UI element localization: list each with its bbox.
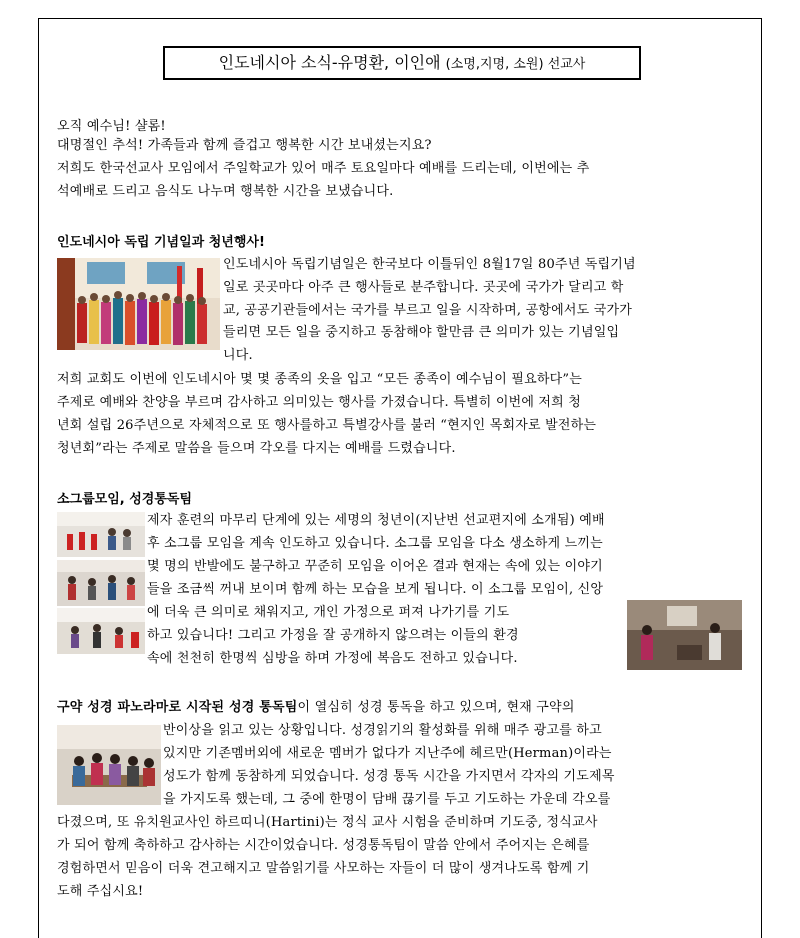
independence-text-line: 년회 설립 26주년으로 자체적으로 또 행사를하고 특별강사를 불러 “현지인 목회자로 발전하는: [57, 418, 597, 433]
bible-reading-text-line: 성도가 함께 동참하게 되었습니다. 성경 통독 시간을 가지면서 각자의 기도제목: [163, 769, 615, 784]
bible-reading-heading-line: [57, 697, 575, 719]
intro-line: 석예배로 드리고 음식도 나누며 행복한 시간을 보냈습니다.: [57, 184, 394, 199]
small-group-text-line: 에 더욱 큰 의미로 채워지고, 개인 가정으로 퍼져 나가기를 기도: [147, 605, 510, 620]
small-group-text-line: 하고 있습니다! 그리고 가정을 잘 공개하지 않으려는 이들의 환경: [147, 628, 519, 643]
intro-line: 대명절인 추석! 가족들과 함께 즐겁고 행복한 시간 보내셨는지요?: [57, 138, 432, 153]
section-heading-bible-reading: 구약 성경 파노라마로 시작된 성경 통독팀: [57, 700, 298, 715]
independence-text-line: 인도네시아 독립기념일은 한국보다 이틀뒤인 8월17일 80주년 독립기념: [223, 257, 636, 272]
bible-reading-text-line: 반이상을 읽고 있는 상황입니다. 성경읽기의 활성화를 위해 매주 광고를 하고: [163, 723, 602, 738]
independence-text-line: 니다.: [223, 348, 253, 363]
small-group-photo-1: [57, 512, 145, 557]
section-heading-small-group: 소그룹모임, 성경통독팀: [57, 492, 193, 507]
home-visit-photo: [627, 600, 742, 670]
bible-reading-photo: [57, 725, 161, 805]
small-group-text-line: 들을 조금씩 꺼내 보이며 함께 하는 모습을 보게 됩니다. 이 소그룹 모임이, 신앙: [147, 582, 604, 597]
independence-text-line: 교, 공공기관들에서는 국가를 부르고 일을 시작하며, 공항에서도 국가가: [223, 303, 632, 318]
bible-reading-heading-rest: 이 열심히 성경 통독을 하고 있으며, 현재 구약의: [297, 700, 575, 715]
bible-reading-text-line: 다졌으며, 또 유치원교사인 하르띠니(Hartini)는 정식 교사 시험을 준비하며 기도중, 정식교사: [57, 815, 598, 830]
independence-day-photo: [57, 258, 220, 350]
independence-text-line: 저희 교회도 이번에 인도네시아 몇 몇 종족의 옷을 입고 “모든 종족이 예수님이 필요하다”는: [57, 372, 582, 387]
small-group-text-line: 제자 훈련의 마무리 단계에 있는 세명의 청년이(지난번 선교편지에 소개됨) 예배: [147, 513, 605, 528]
bible-reading-text-line: 도해 주십시요!: [57, 884, 144, 899]
title-main: 인도네시아 소식-유명환, 이인애: [218, 53, 446, 72]
bible-reading-text-line: 경험하면서 믿음이 더욱 견고해지고 말씀읽기를 사모하는 자들이 더 많이 생겨나도록 함께 기: [57, 861, 590, 876]
intro-line: 오직 예수님! 샬롬!: [57, 119, 166, 134]
title-sub: (소명,지명, 소원) 선교사: [445, 57, 586, 72]
small-group-photo-3: [57, 608, 145, 654]
small-group-photo-2: [57, 560, 145, 606]
bible-reading-text-line: 있지만 기존멤버외에 새로운 멤버가 없다가 지난주에 헤르만(Herman)이라는: [163, 746, 612, 761]
page-title: [163, 46, 641, 80]
bible-reading-text-line: 가 되어 함께 축하하고 감사하는 시간이었습니다. 성경통독팀이 말씀 안에서 주어지는 은혜를: [57, 838, 590, 853]
bible-reading-text-line: 을 가지도록 했는데, 그 중에 한명이 담배 끊기를 두고 기도하는 가운데 각오를: [163, 792, 611, 807]
independence-text-line: 들리면 모든 일을 중지하고 동참해야 할만큼 큰 의미가 있는 기념일입: [223, 325, 620, 340]
independence-text-line: 일로 곳곳마다 아주 큰 행사들로 분주합니다. 곳곳에 국가가 달리고 학: [223, 280, 624, 295]
independence-text-line: 주제로 예배와 찬양을 부르며 감사하고 의미있는 행사를 가졌습니다. 특별히 이번에 저희 청: [57, 395, 582, 410]
intro-line: 저희도 한국선교사 모임에서 주일학교가 있어 매주 토요일마다 예배를 드리는데, 이번에는 추: [57, 161, 590, 176]
independence-text-line: 청년회”라는 주제로 말씀을 들으며 각오를 다지는 예배를 드렸습니다.: [57, 441, 456, 456]
small-group-text-line: 몇 명의 반발에도 불구하고 꾸준히 모임을 이어온 결과 현재는 속에 있는 이야기: [147, 559, 603, 574]
small-group-text-line: 속에 천천히 한명씩 심방을 하며 가정에 복음도 전하고 있습니다.: [147, 651, 518, 666]
section-heading-independence: 인도네시아 독립 기념일과 청년행사!: [57, 235, 265, 250]
small-group-text-line: 후 소그룹 모임을 계속 인도하고 있습니다. 소그룹 모임을 다소 생소하게 느끼는: [147, 536, 603, 551]
